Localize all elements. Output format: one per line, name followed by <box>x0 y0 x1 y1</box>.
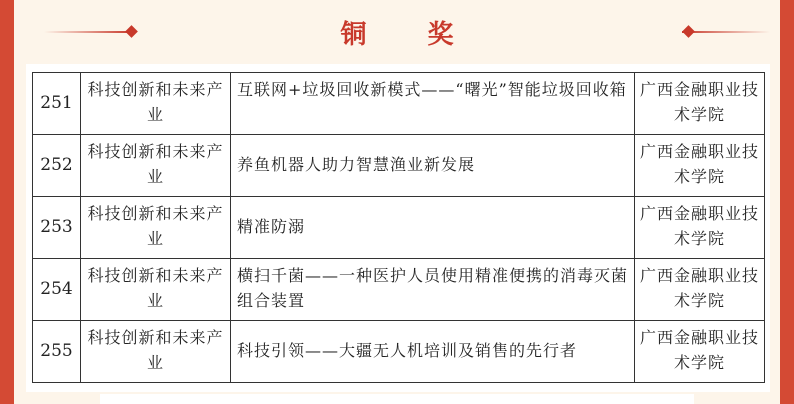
bottom-panel-edge <box>100 394 694 404</box>
row-number: 251 <box>33 73 81 135</box>
project-name-cell: 精准防溺 <box>231 197 635 259</box>
row-number: 254 <box>33 259 81 321</box>
category-cell: 科技创新和未来产业 <box>81 259 231 321</box>
category-cell: 科技创新和未来产业 <box>81 197 231 259</box>
project-name-cell: 养鱼机器人助力智慧渔业新发展 <box>231 135 635 197</box>
category-cell: 科技创新和未来产业 <box>81 135 231 197</box>
row-number: 253 <box>33 197 81 259</box>
row-number: 252 <box>33 135 81 197</box>
table-row <box>33 321 765 383</box>
table-row <box>33 73 765 135</box>
table-row <box>33 197 765 259</box>
school-cell: 广西金融职业技术学院 <box>635 321 765 383</box>
project-name-cell: 横扫千菌——一种医护人员使用精准便携的消毒灭菌组合装置 <box>231 259 635 321</box>
section-header <box>14 0 780 64</box>
project-name-cell: 互联网+垃圾回收新模式——“曙光”智能垃圾回收箱 <box>231 73 635 135</box>
table-row <box>33 135 765 197</box>
title-decoration-right <box>682 31 770 33</box>
left-frame-border <box>0 0 14 404</box>
right-frame-border <box>780 0 794 404</box>
row-number: 255 <box>33 321 81 383</box>
category-cell: 科技创新和未来产业 <box>81 321 231 383</box>
school-cell: 广西金融职业技术学院 <box>635 73 765 135</box>
category-cell: 科技创新和未来产业 <box>81 73 231 135</box>
section-title: 铜 奖 <box>340 20 480 50</box>
table-row <box>33 259 765 321</box>
school-cell: 广西金融职业技术学院 <box>635 197 765 259</box>
award-table <box>32 72 765 383</box>
school-cell: 广西金融职业技术学院 <box>635 259 765 321</box>
school-cell: 广西金融职业技术学院 <box>635 135 765 197</box>
project-name-cell: 科技引领——大疆无人机培训及销售的先行者 <box>231 321 635 383</box>
award-table-container <box>26 64 770 392</box>
